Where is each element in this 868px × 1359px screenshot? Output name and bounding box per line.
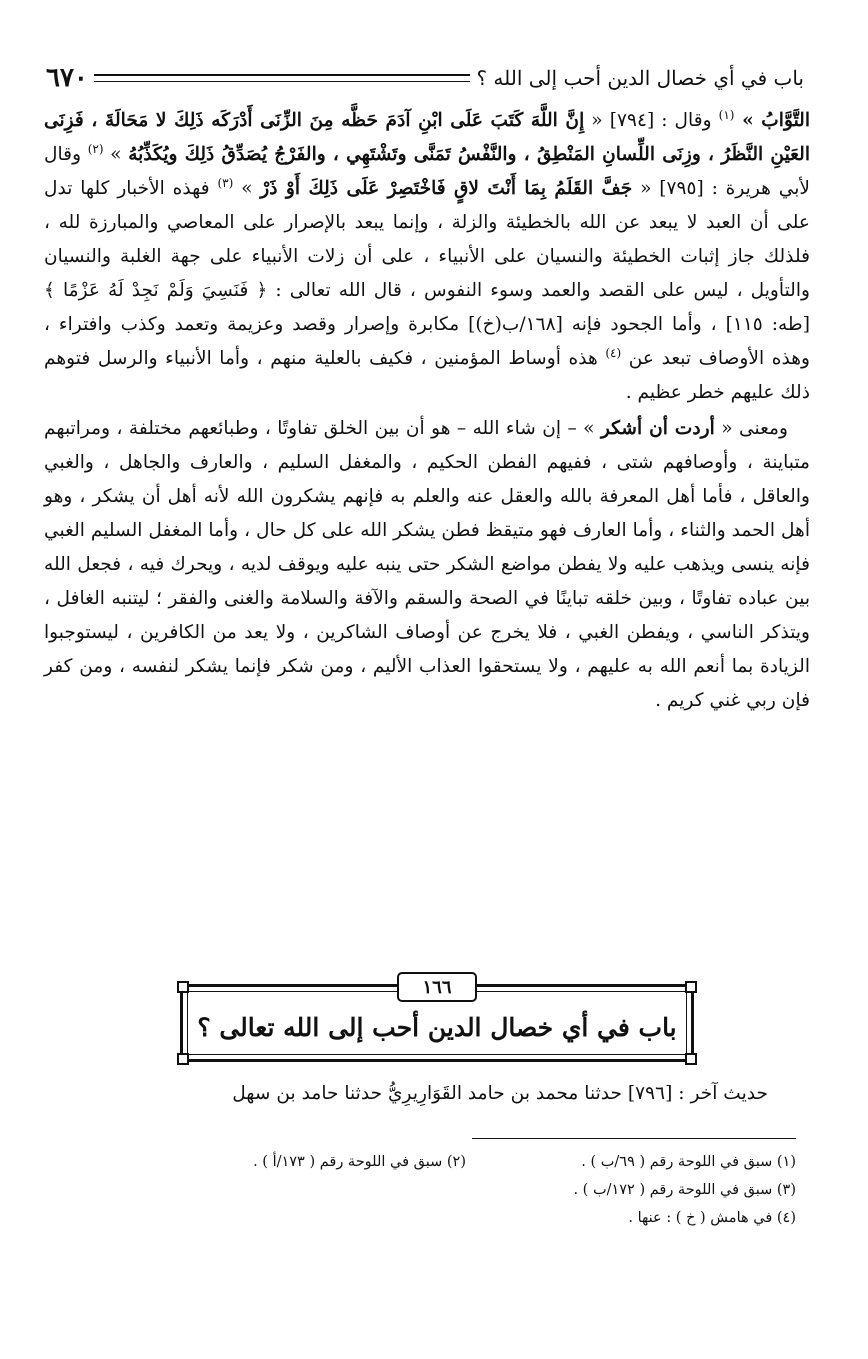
quoted-phrase: أردت أن أشكر [600,418,715,439]
footnote-ref-4: (٤) [605,345,622,360]
paragraph-text: وقال : [٧٩٤] « [584,110,719,131]
chapter-title: باب في أي خصال الدين أحب إلى الله تعالى ؟ [197,1012,677,1042]
footnote-row [76,1148,796,1176]
hadith-text: التَّوَّابُ » [734,110,811,131]
hadith-text: جَفَّ القَلَمُ بِمَا أَنْتَ لاقٍ فَاخْتَصِرْ عَلَى ذَلِكَ أَوْ ذَرْ [260,178,633,199]
paragraph-text: » – إن شاء الله – هو أن بين الخلق تفاوتًا ، وطبائعهم مختلفة ، ومراتبهم متباينة ، وأوصافهم شتى ، ففيهم الفطن الحكيم ، والمغفل السليم ، والعارف والجاهل ، والغبي والعاقل ، فأما أهل المعرفة بالله والعقل عنه والعلم به فإنهم يشكرون الله لأنه أهل أن يشكر ، وهو أهل الحمد والثناء ، وأما العارف فهو متيقظ فطن يشكر الله على كل حال ، وأما المغفل السليم الغبي فإنه ينسى ويذهب عليه ولا يفطن مواضع الشكر حتى ينبه عليه ويوقف لديه ، ويحرك فيه ، فجعل الله بين عباده تفاوتًا ، وبين خلقه تباينًا في الصحة والسقم والآفة والسلامة والغنى والفقر ؛ ليتنبه الغافل ، ويتذكر الناسي ، ويفطن الغبي ، فلا يخرج عن أوصاف الشاكرين ، ولا يعد من الكافرين ، ليستوجبوا الزيادة بما أنعم الله به عليهم ، ولا يستحقوا العذاب الأليم ، ومن شكر فإنما يشكر لنفسه ، ومن كفر فإن ربي غني كريم . [44,418,810,711]
paragraph-text: فهذه الأخبار كلها تدل على أن العبد لا يبعد عن الله بالخطيئة والزلة ، وإنما يبعد بالإصرار على المعاصي والمبارزة لله ، فلذلك جاز إثبات الخطيئة والنسيان على الأنبياء ، على أن زلات الأنبياء على جهة الغلبة والنسيان والتأويل ، ليس على القصد والعمد وسوء النفوس ، قال الله تعالى : ﴿ فَنَسِيَ وَلَمْ نَجِدْ لَهُ عَزْمًا ﴾ [طه: ١١٥] ، وأما الجحود فإنه [١٦٨/ب(خ)] مكابرة وإصرار وقصد وعزيمة وتعمد وكذب وافتراء ، وهذه الأوصاف تبعد عن [44,178,810,369]
footnote-1: (١) سبق في اللوحة رقم ( ٦٩/ب ) . [581,1154,796,1170]
page-number: ٦٧٠ [46,63,88,93]
paragraph-text: هذه أوساط المؤمنين ، فكيف بالعلية منهم ، وأما الأنبياء والرسل فتوهم ذلك عليهم خطر عظيم . [44,348,810,403]
paragraph-text: وقال لأبي هريرة : [٧٩٥] « [44,144,810,199]
header-rule [94,74,471,82]
footnote-ref-3: (٣) [217,175,234,190]
paragraph-text: ومعنى « [714,418,788,439]
footnote-4: (٤) في هامش ( خ ) : عنها . [628,1210,796,1226]
paragraph-text: » [103,144,129,165]
chapter-number: ١٦٦ [397,972,477,1002]
footnote-ref-2: (٢) [87,141,104,156]
footnote-ref-1: (١) [718,107,735,122]
footnote-row [76,1204,796,1232]
footnote-row [76,1176,796,1204]
footnote-2: (٢) سبق في اللوحة رقم ( ١٧٣/أ ) . [253,1154,466,1170]
next-hadith-paragraph: حديث آخر : [٧٩٦] حدثنا محمد بن حامد القَوَارِيرِيُّ حدثنا حامد بن سهل [232,1083,768,1104]
running-header [40,60,810,96]
chapter-heading-box [180,972,694,1062]
header-title: باب في أي خصال الدين أحب إلى الله ؟ [476,66,804,90]
paragraph-text: » [233,178,261,199]
footnotes [76,1148,796,1232]
paragraph-2 [44,412,810,718]
footnote-3: (٣) سبق في اللوحة رقم ( ١٧٢/ب ) . [573,1182,796,1198]
main-text [44,104,810,718]
paragraph-1 [44,104,810,410]
hadith-text: إِنَّ اللَّهَ كَتَبَ عَلَى ابْنِ آدَمَ حَظَّه مِنَ الزِّنَى أَدْرَكَه ذَلِكَ لا مَحَالَةَ ، فَزِنَى العَيْنِ النَّظَرُ ، وزِنَى اللِّسانِ المَنْطِقُ ، والنَّفْسُ تَمَنَّى وتَشْتَهِي ، والفَرْجُ يُصَدِّقُ ذَلِكَ ويُكَذِّبُهُ [44,110,810,165]
footnote-separator [472,1138,796,1139]
